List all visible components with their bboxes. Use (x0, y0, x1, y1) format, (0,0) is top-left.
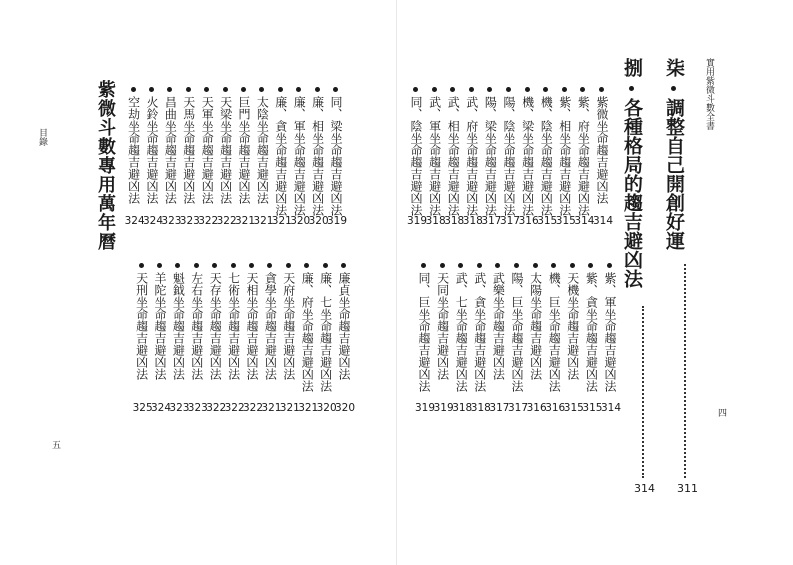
toc-entry-page: 324 (151, 402, 172, 414)
chapter-8-leader (642, 306, 644, 478)
toc-entry-bullet (149, 87, 154, 92)
toc-entry-title[interactable]: 天府坐命趨吉避凶法 (281, 272, 296, 380)
toc-entry-page: 317 (489, 402, 510, 414)
toc-entry-page: 315 (537, 215, 558, 227)
toc-entry-page: 321 (253, 215, 274, 227)
left-running-title: 目錄 (37, 128, 47, 146)
toc-entry-title[interactable]: 天存坐命趨吉避凶法 (208, 272, 223, 380)
chapter-8-title: 各種格局的趨吉避凶法 (621, 98, 643, 288)
toc-entry-page: 322 (216, 215, 237, 227)
toc-entry-bullet (249, 263, 254, 268)
chapter-7-number: 柒 (663, 58, 685, 77)
toc-entry-page: 319 (415, 402, 436, 414)
toc-entry-title[interactable]: 太陽坐命趨吉避凶法 (528, 272, 543, 380)
toc-entry-title[interactable]: 同、巨坐命趨吉避凶法 (417, 272, 431, 392)
toc-entry-title[interactable]: 紫、貪坐命趨吉避凶法 (584, 272, 599, 392)
toc-entry-title[interactable]: 廉、七坐命趨吉避凶法 (318, 272, 333, 392)
left-section-title: 紫微斗數專用萬年曆 (95, 80, 116, 251)
toc-entry-page: 323 (187, 402, 208, 414)
chapter-8-number: 捌 (621, 58, 643, 77)
toc-entry-page: 317 (508, 402, 529, 414)
toc-entry-bullet (599, 87, 604, 92)
toc-entry-title[interactable]: 廉、府坐命趨吉避凶法 (300, 272, 315, 392)
toc-entry-page: 315 (563, 402, 584, 414)
toc-entry-bullet (487, 87, 492, 92)
toc-entry-page: 322 (198, 215, 219, 227)
right-running-title: 實用紫微斗數全書 (704, 58, 714, 130)
toc-entry-title[interactable]: 同、梁坐命趨吉避凶法 (329, 96, 343, 216)
toc-entry-bullet (413, 87, 418, 92)
toc-entry-title[interactable]: 武、軍坐命趨吉避凶法 (427, 96, 442, 216)
toc-entry-bullet (267, 263, 272, 268)
toc-entry-title[interactable]: 紫、軍坐命趨吉避凶法 (603, 272, 617, 392)
toc-entry-title[interactable]: 魁鉞坐命趨吉避凶法 (171, 272, 186, 380)
toc-entry-title[interactable]: 貪學坐命趨吉避凶法 (263, 272, 278, 380)
toc-entry-page: 318 (452, 402, 473, 414)
chapter-7-leader (684, 264, 686, 478)
toc-entry-bullet (241, 87, 246, 92)
toc-entry-page: 315 (555, 215, 576, 227)
toc-entry-title[interactable]: 天刑坐命趨吉避凶法 (134, 272, 149, 380)
toc-entry-bullet (194, 263, 199, 268)
toc-entry-page: 321 (271, 215, 292, 227)
toc-entry-bullet (588, 263, 593, 268)
toc-entry-page: 316 (545, 402, 566, 414)
toc-entry-title[interactable]: 太陰坐命趨吉避凶法 (255, 96, 270, 204)
toc-entry-title[interactable]: 七術坐命趨吉避凶法 (226, 272, 241, 380)
toc-entry-bullet (570, 263, 575, 268)
toc-entry-title[interactable]: 武、府坐命趨吉避凶法 (464, 96, 479, 216)
toc-entry-title[interactable]: 機、陰坐命趨吉避凶法 (539, 96, 554, 216)
toc-entry-bullet (580, 87, 585, 92)
toc-entry-page: 319 (407, 215, 428, 227)
toc-entry-page: 324 (143, 215, 164, 227)
toc-entry-title[interactable]: 陽、巨坐命趨吉避凶法 (510, 272, 524, 392)
toc-entry-page: 317 (500, 215, 521, 227)
toc-entry-bullet (223, 87, 228, 92)
toc-entry-bullet (131, 87, 136, 92)
toc-entry-title[interactable]: 左右坐命趨吉避凶法 (189, 272, 204, 380)
toc-entry-page: 314 (574, 215, 595, 227)
toc-entry-bullet (278, 87, 283, 92)
toc-entry-title[interactable]: 廉、相坐命趨吉避凶法 (310, 96, 325, 216)
toc-entry-bullet (495, 263, 500, 268)
page-fold (396, 0, 397, 565)
chapter-7-title: 調整自己開創好運 (663, 98, 685, 250)
toc-entry-page: 323 (161, 215, 182, 227)
toc-entry-page: 316 (518, 215, 539, 227)
toc-entry-title[interactable]: 紫微坐命趨吉避凶法 (595, 96, 609, 204)
toc-entry-bullet (259, 87, 264, 92)
toc-entry-title[interactable]: 紫、相坐命趨吉避凶法 (557, 96, 572, 216)
toc-entry-bullet (506, 87, 511, 92)
toc-entry-title[interactable]: 天機坐命趨吉避凶法 (565, 272, 580, 380)
toc-entry-bullet (286, 263, 291, 268)
toc-entry-bullet (212, 263, 217, 268)
toc-entry-page: 320 (335, 402, 356, 414)
toc-entry-bullet (304, 263, 309, 268)
toc-entry-page: 316 (526, 402, 547, 414)
toc-entry-page: 317 (481, 215, 502, 227)
toc-entry-title[interactable]: 機、巨坐命趨吉避凶法 (547, 272, 562, 392)
toc-entry-page: 322 (224, 402, 245, 414)
toc-entry-title[interactable]: 陽、梁坐命趨吉避凶法 (483, 96, 498, 216)
toc-entry-page: 318 (462, 215, 483, 227)
toc-entry-title[interactable]: 昌曲坐命趨吉避凶法 (163, 96, 178, 204)
toc-entry-title[interactable]: 廉、軍坐命趨吉避凶法 (292, 96, 307, 216)
chapter-7-page: 311 (677, 482, 698, 495)
toc-entry-bullet (186, 87, 191, 92)
toc-entry-title[interactable]: 陽、陰坐命趨吉避凶法 (502, 96, 516, 216)
toc-entry-title[interactable]: 空劫坐命趨吉避凶法 (126, 96, 141, 204)
toc-entry-page: 323 (169, 402, 190, 414)
toc-entry-page: 320 (316, 402, 337, 414)
toc-entry-bullet (139, 263, 144, 268)
toc-entry-title[interactable]: 天軍坐命趨吉避凶法 (200, 96, 215, 204)
toc-entry-title[interactable]: 巨門坐命趨吉避凶法 (237, 96, 251, 204)
toc-entry-title[interactable]: 火鈴坐命趨吉避凶法 (145, 96, 159, 204)
right-page-number: 四 (716, 408, 726, 417)
toc-entry-title[interactable]: 武樂坐命趨吉避凶法 (491, 272, 506, 380)
toc-entry-page: 321 (279, 402, 300, 414)
toc-entry-title[interactable]: 武、七坐命趨吉避凶法 (454, 272, 469, 392)
toc-entry-page: 321 (261, 402, 282, 414)
toc-entry-bullet (477, 263, 482, 268)
toc-entry-page: 318 (470, 402, 491, 414)
toc-entry-bullet (458, 263, 463, 268)
toc-entry-bullet (533, 263, 538, 268)
chapter-8-bullet (629, 86, 634, 91)
toc-entry-page: 319 (327, 215, 348, 227)
toc-entry-title[interactable]: 天相坐命趨吉避凶法 (245, 272, 259, 380)
toc-entry-page: 320 (308, 215, 329, 227)
toc-entry-title[interactable]: 廉貞坐命趨吉避凶法 (337, 272, 351, 380)
toc-entry-page: 322 (243, 402, 264, 414)
toc-entry-bullet (514, 263, 519, 268)
toc-entry-bullet (341, 263, 346, 268)
toc-entry-bullet (167, 87, 172, 92)
toc-entry-title[interactable]: 天梁坐命趨吉避凶法 (218, 96, 233, 204)
toc-entry-bullet (231, 263, 236, 268)
toc-entry-bullet (315, 87, 320, 92)
toc-entry-bullet (421, 263, 426, 268)
toc-entry-title[interactable]: 羊陀坐命趨吉避凶法 (153, 272, 167, 380)
toc-entry-page: 321 (298, 402, 319, 414)
left-page-number: 五 (50, 440, 60, 449)
toc-entry-title[interactable]: 天馬坐命趨吉避凶法 (181, 96, 196, 204)
toc-entry-bullet (607, 263, 612, 268)
toc-entry-page: 319 (433, 402, 454, 414)
toc-entry-page: 323 (179, 215, 200, 227)
toc-entry-title[interactable]: 同、陰坐命趨吉避凶法 (409, 96, 423, 216)
toc-entry-page: 320 (290, 215, 311, 227)
toc-entry-bullet (432, 87, 437, 92)
chapter-8-page: 314 (634, 482, 655, 495)
toc-entry-title[interactable]: 紫、府坐命趨吉避凶法 (576, 96, 591, 216)
toc-entry-title[interactable]: 武、相坐命趨吉避凶法 (446, 96, 461, 216)
chapter-7-bullet (671, 86, 676, 91)
toc-entry-bullet (562, 87, 567, 92)
toc-entry-bullet (525, 87, 530, 92)
toc-entry-bullet (204, 87, 209, 92)
toc-entry-bullet (296, 87, 301, 92)
toc-entry-page: 318 (425, 215, 446, 227)
toc-entry-page: 324 (124, 215, 145, 227)
toc-entry-page: 315 (582, 402, 603, 414)
toc-entry-page: 321 (235, 215, 256, 227)
toc-entry-bullet (175, 263, 180, 268)
toc-entry-page: 325 (132, 402, 153, 414)
toc-entry-page: 322 (206, 402, 227, 414)
toc-entry-title[interactable]: 武、貪坐命趨吉避凶法 (472, 272, 487, 392)
toc-entry-bullet (440, 263, 445, 268)
toc-entry-page: 314 (601, 402, 622, 414)
toc-entry-bullet (323, 263, 328, 268)
toc-entry-bullet (469, 87, 474, 92)
toc-entry-bullet (450, 87, 455, 92)
toc-entry-bullet (157, 263, 162, 268)
toc-entry-title[interactable]: 廉、貪坐命趨吉避凶法 (273, 96, 288, 216)
toc-entry-page: 318 (444, 215, 465, 227)
toc-entry-bullet (333, 87, 338, 92)
toc-entry-bullet (543, 87, 548, 92)
toc-entry-title[interactable]: 機、梁坐命趨吉避凶法 (520, 96, 535, 216)
toc-entry-page: 314 (593, 215, 614, 227)
toc-entry-title[interactable]: 天同坐命趨吉避凶法 (435, 272, 450, 380)
toc-entry-bullet (551, 263, 556, 268)
